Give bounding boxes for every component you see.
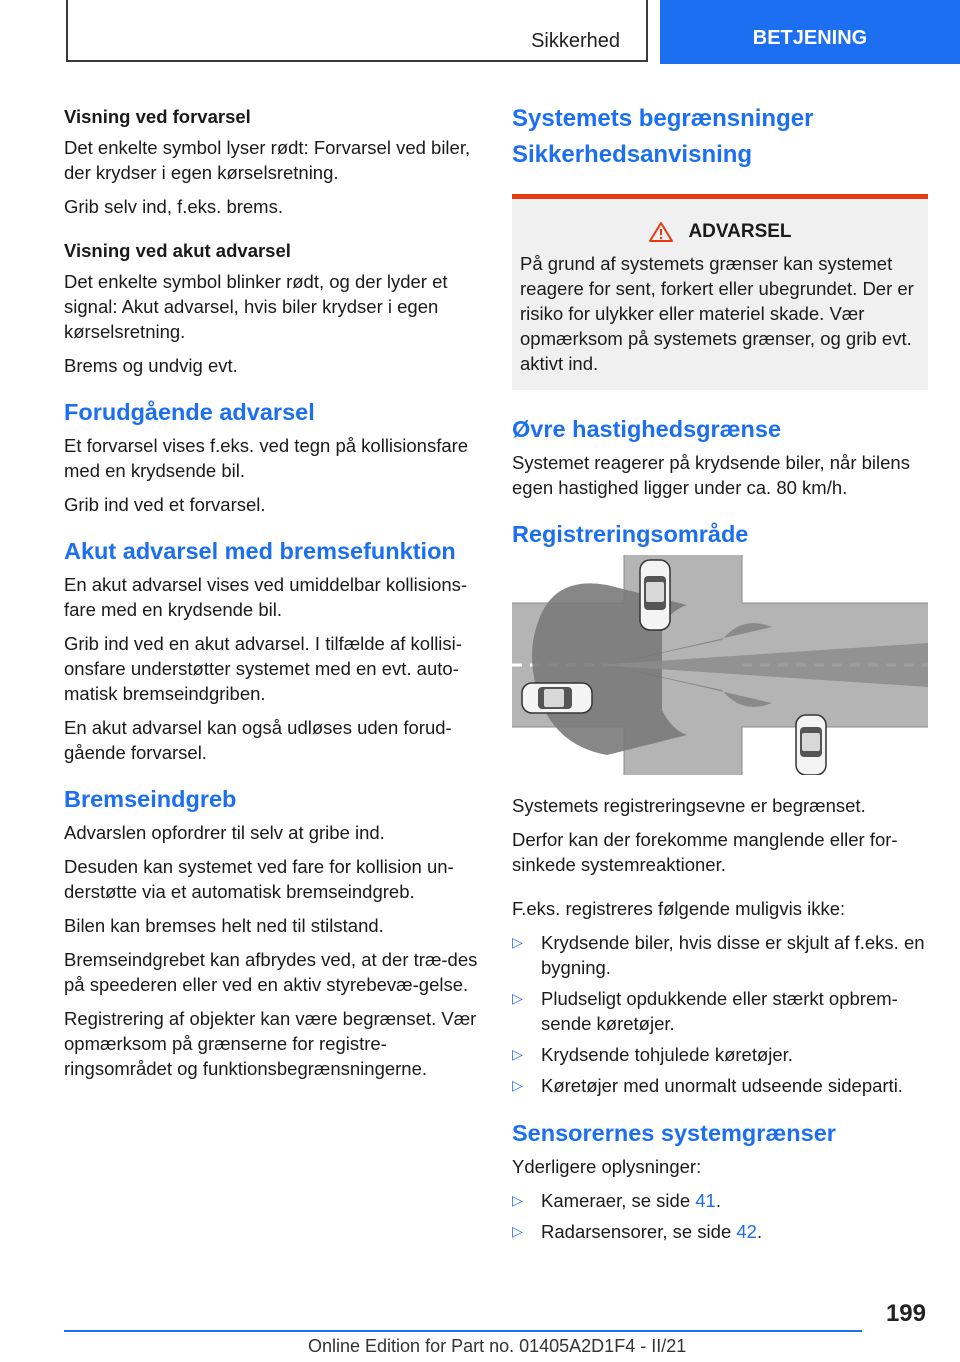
paragraph: Advarslen opfordrer til selv at gribe ind.	[64, 822, 385, 843]
paragraph: Det enkelte symbol blinker rødt, og der lyder et signal: Akut advarsel, hvis biler krydser i egen kørselsretning.	[64, 271, 448, 342]
heading-sensorernes-systemgraenser: Sensorernes systemgrænser	[512, 1120, 836, 1146]
page-link-41[interactable]: 41	[695, 1190, 716, 1211]
heading-akut-advarsel-bremsefunktion: Akut advarsel med bremsefunktion	[64, 538, 456, 564]
paragraph: Bremseindgrebet kan afbrydes ved, at der træ-des på speederen eller ved en aktiv styrebevæ-gelse.	[64, 949, 478, 995]
header-frame	[66, 0, 648, 62]
warning-title-text: ADVARSEL	[688, 221, 792, 242]
footer-edition: Online Edition for Part no. 01405A2D1F4 - II/21	[308, 1336, 687, 1356]
list-item: ▷ Kameraer, se side 41.	[512, 1190, 721, 1211]
crossing-car-bottom-icon	[796, 715, 826, 775]
undetected-list	[512, 930, 928, 1098]
paragraph: Systemets registreringsevne er begrænset.	[512, 795, 866, 816]
paragraph: Brems og undvig evt.	[64, 355, 238, 376]
paragraph: Grib ind ved en akut advarsel. I tilfælde af kollisi-onsfare understøtter systemet med en evt. auto-matisk bremseindgriben.	[64, 633, 462, 704]
heading-forudgaende-advarsel: Forudgående advarsel	[64, 399, 315, 425]
triangle-bullet-icon: ▷	[512, 934, 523, 950]
triangle-bullet-icon: ▷	[512, 1077, 523, 1093]
paragraph: En akut advarsel vises ved umiddelbar kollisions-fare med en krydsende bil.	[64, 574, 468, 620]
paragraph: Grib selv ind, f.eks. brems.	[64, 196, 283, 217]
list-item: ▷ Krydsende tohjulede køretøjer.	[512, 1044, 793, 1065]
warning-text: På grund af systemets grænser kan systemet reagere for sent, forkert eller ubegrundet. Der er risiko for ulykker eller materiel skade. Vær opmærksom på systemets grænser, og grib evt. aktivt ind.	[520, 253, 914, 374]
list-item: ▷ Radarsensorer, se side 42.	[512, 1221, 763, 1242]
heading-registreringsomraade: Registreringsområde	[512, 521, 749, 547]
subheading-forvarsel: Visning ved forvarsel	[64, 106, 251, 127]
left-column	[64, 104, 478, 1090]
subheading-akut-advarsel: Visning ved akut advarsel	[64, 240, 291, 261]
paragraph: Derfor kan der forekomme manglende eller for-sinkede systemreaktioner.	[512, 829, 898, 875]
list-item: ▷ Pludseligt opdukkende eller stærkt opbrem-sende køretøjer.	[512, 988, 898, 1034]
triangle-bullet-icon: ▷	[512, 1192, 523, 1208]
list-item: ▷ Køretøjer med unormalt udseende sideparti.	[512, 1075, 903, 1096]
paragraph: Registrering af objekter kan være begrænset. Vær opmærksom på grænserne for registre-ringsområdet og funktionsbegrænsningerne.	[64, 1008, 477, 1079]
paragraph: Bilen kan bremses helt ned til stilstand.	[64, 915, 384, 936]
paragraph: Grib ind ved et forvarsel.	[64, 494, 266, 515]
warning-title	[520, 221, 920, 243]
triangle-bullet-icon: ▷	[512, 1046, 523, 1062]
paragraph: Det enkelte symbol lyser rødt: Forvarsel ved biler, der krydser i egen kørselsretning.	[64, 137, 471, 183]
header-section-title: Sikkerhed	[531, 30, 620, 52]
paragraph: Systemet reagerer på krydsende biler, når bilens egen hastighed ligger under ca. 80 km/h.	[512, 452, 910, 498]
heading-systemets-begraensninger: Systemets begrænsninger	[512, 105, 814, 132]
paragraph: Yderligere oplysninger:	[512, 1156, 702, 1177]
triangle-bullet-icon: ▷	[512, 990, 523, 1006]
warning-triangle-icon	[648, 221, 674, 243]
detection-area-diagram	[512, 555, 928, 775]
crossing-car-top-icon	[640, 560, 670, 630]
page-link-42[interactable]: 42	[736, 1221, 757, 1242]
page-number: 199	[885, 1300, 926, 1327]
heading-bremseindgreb: Bremseindgreb	[64, 786, 237, 812]
own-car-icon	[522, 683, 592, 713]
heading-ovre-hastighedsgraense: Øvre hastighedsgrænse	[512, 416, 782, 442]
heading-sikkerhedsanvisning: Sikkerhedsanvisning	[512, 141, 753, 168]
list-item: ▷ Krydsende biler, hvis disse er skjult af f.eks. en bygning.	[512, 932, 925, 978]
paragraph: Et forvarsel vises f.eks. ved tegn på kollisionsfare med en krydsende bil.	[64, 435, 469, 481]
paragraph: Desuden kan systemet ved fare for kollision un-derstøtte via et automatisk bremseindgreb.	[64, 856, 454, 902]
sensor-links-list	[512, 1188, 928, 1244]
right-column	[512, 104, 928, 1254]
footer-divider	[64, 1330, 862, 1332]
header-chapter-tab[interactable]: BETJENING	[660, 0, 960, 64]
paragraph: F.eks. registreres følgende muligvis ikke:	[512, 898, 846, 919]
triangle-bullet-icon: ▷	[512, 1223, 523, 1239]
warning-box	[512, 194, 928, 390]
paragraph: En akut advarsel kan også udløses uden forud-gående forvarsel.	[64, 717, 452, 763]
